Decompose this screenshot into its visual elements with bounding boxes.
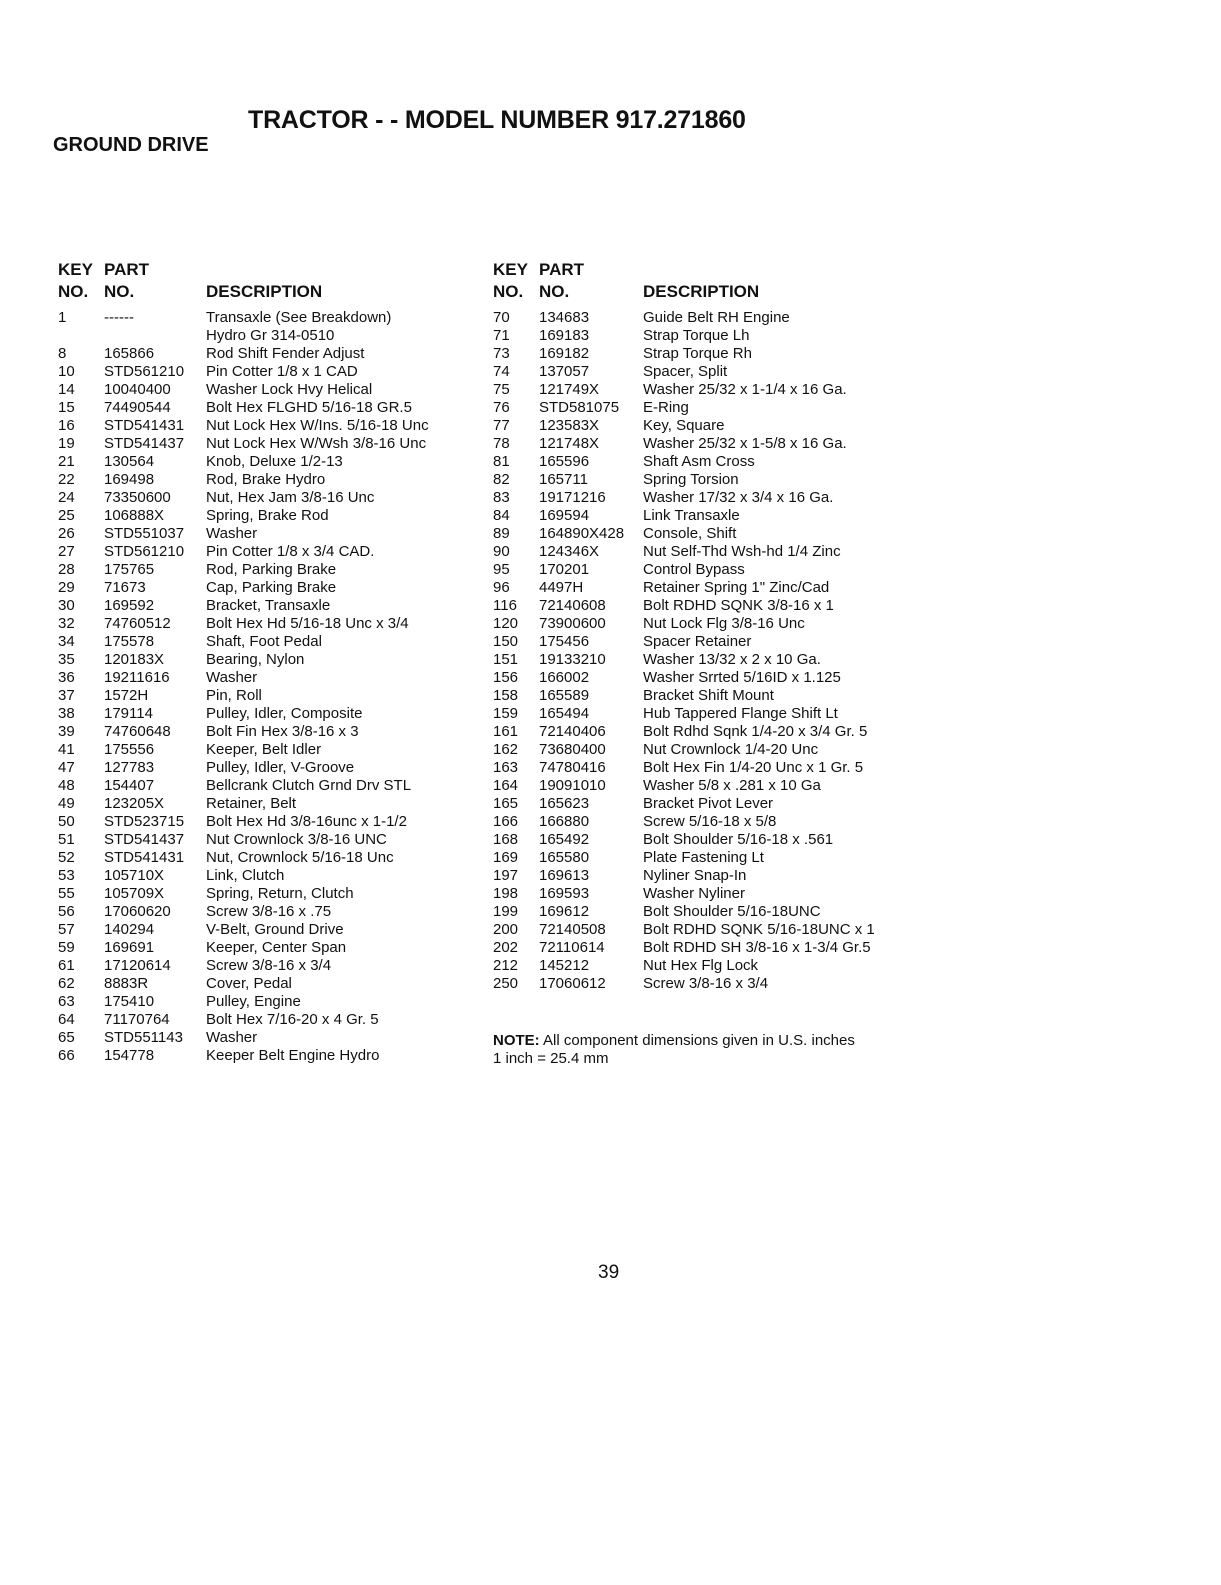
part-no: 169592 bbox=[104, 597, 155, 614]
description: Rod, Parking Brake bbox=[206, 561, 337, 578]
description: Bellcrank Clutch Grnd Drv STL bbox=[206, 777, 412, 794]
key-no: 32 bbox=[58, 615, 75, 632]
description: Bolt Shoulder 5/16-18UNC bbox=[643, 903, 821, 920]
header-key-1: KEY bbox=[58, 260, 93, 279]
description: Shaft Asm Cross bbox=[643, 453, 755, 470]
part-no: 17060620 bbox=[104, 903, 171, 920]
key-no: 30 bbox=[58, 597, 75, 614]
header-part-2: NO. bbox=[104, 282, 135, 301]
description: Bracket, Transaxle bbox=[206, 597, 331, 614]
part-no: 121749X bbox=[539, 381, 600, 398]
section-title: GROUND DRIVE bbox=[53, 134, 209, 156]
description: Bolt Hex Hd 3/8-16unc x 1-1/2 bbox=[206, 813, 407, 830]
description: Nyliner Snap-In bbox=[643, 867, 747, 884]
key-no: 8 bbox=[58, 345, 67, 362]
description: Plate Fastening Lt bbox=[643, 849, 764, 866]
part-no: 165596 bbox=[539, 453, 590, 470]
part-no: 74490544 bbox=[104, 399, 171, 416]
description: Console, Shift bbox=[643, 525, 737, 542]
description: Cover, Pedal bbox=[206, 975, 292, 992]
key-no: 250 bbox=[493, 975, 519, 992]
key-no: 37 bbox=[58, 687, 75, 704]
part-no: 137057 bbox=[539, 363, 590, 380]
key-no: 197 bbox=[493, 867, 519, 884]
part-no: STD581075 bbox=[539, 399, 620, 416]
key-no: 96 bbox=[493, 579, 510, 596]
key-no: 25 bbox=[58, 507, 75, 524]
key-no: 73 bbox=[493, 345, 510, 362]
description: Washer 17/32 x 3/4 x 16 Ga. bbox=[643, 489, 834, 506]
key-no: 120 bbox=[493, 615, 519, 632]
key-no: 57 bbox=[58, 921, 75, 938]
key-no: 1 bbox=[58, 309, 67, 326]
key-no: 10 bbox=[58, 363, 75, 380]
key-no: 212 bbox=[493, 957, 519, 974]
part-no: 10040400 bbox=[104, 381, 171, 398]
part-no: STD561210 bbox=[104, 363, 185, 380]
header-part-2: NO. bbox=[539, 282, 570, 301]
part-no: 169182 bbox=[539, 345, 590, 362]
part-no: 165623 bbox=[539, 795, 590, 812]
key-no: 49 bbox=[58, 795, 75, 812]
part-no: 71673 bbox=[104, 579, 146, 596]
description: Nut, Hex Jam 3/8-16 Unc bbox=[206, 489, 375, 506]
description: Bolt RDHD SH 3/8-16 x 1-3/4 Gr.5 bbox=[643, 939, 871, 956]
part-no: STD561210 bbox=[104, 543, 185, 560]
key-no: 56 bbox=[58, 903, 75, 920]
part-no: 73900600 bbox=[539, 615, 606, 632]
key-no: 38 bbox=[58, 705, 75, 722]
description: Washer 5/8 x .281 x 10 Ga bbox=[643, 777, 821, 794]
description: Bearing, Nylon bbox=[206, 651, 305, 668]
part-no: STD523715 bbox=[104, 813, 185, 830]
description: Hub Tappered Flange Shift Lt bbox=[643, 705, 838, 722]
part-no: 154778 bbox=[104, 1047, 155, 1064]
part-no: 175410 bbox=[104, 993, 155, 1010]
key-no: 47 bbox=[58, 759, 75, 776]
part-no: 4497H bbox=[539, 579, 584, 596]
part-no: 164890X428 bbox=[539, 525, 625, 542]
key-no: 41 bbox=[58, 741, 75, 758]
description: Nut Self-Thd Wsh-hd 1/4 Zinc bbox=[643, 543, 841, 560]
part-no: 165711 bbox=[539, 471, 588, 488]
key-no: 151 bbox=[493, 651, 519, 668]
part-no: 1572H bbox=[104, 687, 149, 704]
key-no: 90 bbox=[493, 543, 510, 560]
part-no: 175578 bbox=[104, 633, 155, 650]
key-no: 22 bbox=[58, 471, 75, 488]
key-no: 169 bbox=[493, 849, 519, 866]
description: Nut Crownlock 1/4-20 Unc bbox=[643, 741, 819, 758]
header-part-1: PART bbox=[104, 260, 150, 279]
key-no: 161 bbox=[493, 723, 519, 740]
note-text: All component dimensions given in U.S. inches bbox=[543, 1032, 855, 1049]
description: Washer 25/32 x 1-5/8 x 16 Ga. bbox=[643, 435, 847, 452]
key-no: 202 bbox=[493, 939, 519, 956]
part-no: 72140406 bbox=[539, 723, 606, 740]
part-no: 17120614 bbox=[104, 957, 171, 974]
description: Retainer, Belt bbox=[206, 795, 297, 812]
key-no: 59 bbox=[58, 939, 75, 956]
header-key-2: NO. bbox=[493, 282, 524, 301]
key-no: 66 bbox=[58, 1047, 75, 1064]
key-no: 28 bbox=[58, 561, 75, 578]
description: Pin Cotter 1/8 x 3/4 CAD. bbox=[206, 543, 375, 560]
description: Link, Clutch bbox=[206, 867, 285, 884]
description: E-Ring bbox=[643, 399, 689, 416]
key-no: 39 bbox=[58, 723, 75, 740]
part-no: 17060612 bbox=[539, 975, 606, 992]
key-no: 53 bbox=[58, 867, 75, 884]
page-number: 39 bbox=[598, 1262, 620, 1283]
key-no: 77 bbox=[493, 417, 510, 434]
part-no: 165492 bbox=[539, 831, 590, 848]
part-no: 74760512 bbox=[104, 615, 171, 632]
description: Nut, Crownlock 5/16-18 Unc bbox=[206, 849, 394, 866]
description: Spacer Retainer bbox=[643, 633, 752, 650]
description: Keeper Belt Engine Hydro bbox=[206, 1047, 380, 1064]
part-no: 123205X bbox=[104, 795, 165, 812]
description: Bracket Shift Mount bbox=[643, 687, 774, 704]
part-no: 130564 bbox=[104, 453, 155, 470]
note bbox=[493, 1032, 855, 1068]
description: Cap, Parking Brake bbox=[206, 579, 337, 596]
description: Washer Lock Hvy Helical bbox=[206, 381, 373, 398]
description: Knob, Deluxe 1/2-13 bbox=[206, 453, 343, 470]
part-no: 134683 bbox=[539, 309, 590, 326]
part-no: 19211616 bbox=[104, 669, 170, 686]
key-no: 74 bbox=[493, 363, 510, 380]
part-no: STD541431 bbox=[104, 417, 185, 434]
key-no: 116 bbox=[493, 597, 517, 614]
description: Washer bbox=[206, 669, 258, 686]
key-no: 71 bbox=[493, 327, 510, 344]
key-no: 78 bbox=[493, 435, 510, 452]
key-no: 200 bbox=[493, 921, 519, 938]
description: Washer bbox=[206, 525, 258, 542]
key-no: 35 bbox=[58, 651, 75, 668]
key-no: 21 bbox=[58, 453, 75, 470]
part-no: 145212 bbox=[539, 957, 590, 974]
part-no: 127783 bbox=[104, 759, 155, 776]
part-no: 19091010 bbox=[539, 777, 606, 794]
key-no: 29 bbox=[58, 579, 75, 596]
part-no: 165580 bbox=[539, 849, 590, 866]
part-no: 169498 bbox=[104, 471, 155, 488]
key-no: 199 bbox=[493, 903, 519, 920]
header-part-1: PART bbox=[539, 260, 585, 279]
description: Nut Lock Flg 3/8-16 Unc bbox=[643, 615, 805, 632]
key-no: 83 bbox=[493, 489, 510, 506]
part-no: 73350600 bbox=[104, 489, 171, 506]
key-no: 89 bbox=[493, 525, 510, 542]
description: Pulley, Idler, Composite bbox=[206, 705, 363, 722]
description: Guide Belt RH Engine bbox=[643, 309, 790, 326]
page-title: TRACTOR - - MODEL NUMBER 917.271860 bbox=[248, 106, 746, 134]
description: Pin Cotter 1/8 x 1 CAD bbox=[206, 363, 358, 380]
part-no: 154407 bbox=[104, 777, 155, 794]
part-no: 19171216 bbox=[539, 489, 606, 506]
description: Bolt Shoulder 5/16-18 x .561 bbox=[643, 831, 834, 848]
part-no: 120183X bbox=[104, 651, 165, 668]
description: Bolt Hex Fin 1/4-20 Unc x 1 Gr. 5 bbox=[643, 759, 864, 776]
key-no: 164 bbox=[493, 777, 519, 794]
key-no: 15 bbox=[58, 399, 75, 416]
note-label: NOTE: bbox=[493, 1032, 540, 1049]
key-no: 95 bbox=[493, 561, 510, 578]
part-no: 72140608 bbox=[539, 597, 606, 614]
description: Transaxle (See Breakdown) bbox=[206, 309, 392, 326]
description: V-Belt, Ground Drive bbox=[206, 921, 344, 938]
part-no: 175556 bbox=[104, 741, 155, 758]
key-no: 61 bbox=[58, 957, 75, 974]
part-no: 123583X bbox=[539, 417, 600, 434]
part-no: 165494 bbox=[539, 705, 590, 722]
key-no: 84 bbox=[493, 507, 510, 524]
description: Screw 3/8-16 x .75 bbox=[206, 903, 332, 920]
key-no: 14 bbox=[58, 381, 75, 398]
key-no: 81 bbox=[493, 453, 510, 470]
key-no: 34 bbox=[58, 633, 75, 650]
header-key-2: NO. bbox=[58, 282, 89, 301]
key-no: 63 bbox=[58, 993, 75, 1010]
part-no: 72110614 bbox=[539, 939, 605, 956]
description: Washer 13/32 x 2 x 10 Ga. bbox=[643, 651, 821, 668]
description: Pulley, Engine bbox=[206, 993, 301, 1010]
part-no: 105709X bbox=[104, 885, 165, 902]
description: Nut Lock Hex W/Ins. 5/16-18 Unc bbox=[206, 417, 429, 434]
key-no: 156 bbox=[493, 669, 519, 686]
description: Nut Hex Flg Lock bbox=[643, 957, 759, 974]
key-no: 55 bbox=[58, 885, 75, 902]
key-no: 51 bbox=[58, 831, 75, 848]
key-no: 36 bbox=[58, 669, 75, 686]
key-no: 65 bbox=[58, 1029, 75, 1046]
note-conversion: 1 inch = 25.4 mm bbox=[493, 1050, 609, 1067]
part-no: 165589 bbox=[539, 687, 590, 704]
key-no: 70 bbox=[493, 309, 510, 326]
part-no: ------ bbox=[104, 309, 134, 326]
description: Bolt Hex FLGHD 5/16-18 GR.5 bbox=[206, 399, 412, 416]
part-no: 175765 bbox=[104, 561, 155, 578]
description: Rod, Brake Hydro bbox=[206, 471, 326, 488]
description: Screw 3/8-16 x 3/4 bbox=[206, 957, 332, 974]
key-no: 26 bbox=[58, 525, 75, 542]
description: Bolt Hex 7/16-20 x 4 Gr. 5 bbox=[206, 1011, 379, 1028]
description: Rod Shift Fender Adjust bbox=[206, 345, 365, 362]
description: Bolt Fin Hex 3/8-16 x 3 bbox=[206, 723, 359, 740]
description: Bolt Hex Hd 5/16-18 Unc x 3/4 bbox=[206, 615, 409, 632]
description: Key, Square bbox=[643, 417, 725, 434]
description: Bolt Rdhd Sqnk 1/4-20 x 3/4 Gr. 5 bbox=[643, 723, 868, 740]
description: Bolt RDHD SQNK 3/8-16 x 1 bbox=[643, 597, 834, 614]
description: Pulley, Idler, V-Groove bbox=[206, 759, 355, 776]
description: Screw 3/8-16 x 3/4 bbox=[643, 975, 769, 992]
part-no: 140294 bbox=[104, 921, 155, 938]
description: Pin, Roll bbox=[206, 687, 262, 704]
part-no: 179114 bbox=[104, 705, 153, 722]
header-description: DESCRIPTION bbox=[206, 282, 323, 301]
part-no: 169613 bbox=[539, 867, 590, 884]
part-no: 72140508 bbox=[539, 921, 606, 938]
part-no: 169183 bbox=[539, 327, 590, 344]
key-no: 163 bbox=[493, 759, 519, 776]
key-no: 27 bbox=[58, 543, 75, 560]
part-no: 169594 bbox=[539, 507, 590, 524]
description: Spacer, Split bbox=[643, 363, 728, 380]
description: Shaft, Foot Pedal bbox=[206, 633, 322, 650]
description: Strap Torque Rh bbox=[643, 345, 752, 362]
part-no: 169612 bbox=[539, 903, 590, 920]
description: Washer 25/32 x 1-1/4 x 16 Ga. bbox=[643, 381, 847, 398]
part-no: 166880 bbox=[539, 813, 590, 830]
key-no: 150 bbox=[493, 633, 519, 650]
header-description: DESCRIPTION bbox=[643, 282, 760, 301]
key-no: 52 bbox=[58, 849, 75, 866]
key-no: 76 bbox=[493, 399, 510, 416]
description: Strap Torque Lh bbox=[643, 327, 750, 344]
part-no: 175456 bbox=[539, 633, 590, 650]
description: Screw 5/16-18 x 5/8 bbox=[643, 813, 777, 830]
description: Retainer Spring 1" Zinc/Cad bbox=[643, 579, 830, 596]
part-no: 106888X bbox=[104, 507, 165, 524]
description: Nut Lock Hex W/Wsh 3/8-16 Unc bbox=[206, 435, 427, 452]
part-no: 169593 bbox=[539, 885, 590, 902]
part-no: 165866 bbox=[104, 345, 155, 362]
part-no: 121748X bbox=[539, 435, 600, 452]
key-no: 75 bbox=[493, 381, 510, 398]
header-key-1: KEY bbox=[493, 260, 528, 279]
description: Bracket Pivot Lever bbox=[643, 795, 774, 812]
part-no: 169691 bbox=[104, 939, 155, 956]
description: Link Transaxle bbox=[643, 507, 740, 524]
part-no: 8883R bbox=[104, 975, 149, 992]
key-no: 24 bbox=[58, 489, 75, 506]
key-no: 198 bbox=[493, 885, 519, 902]
key-no: 48 bbox=[58, 777, 75, 794]
description: Keeper, Center Span bbox=[206, 939, 347, 956]
part-no: STD541437 bbox=[104, 831, 185, 848]
key-no: 50 bbox=[58, 813, 75, 830]
key-no: 16 bbox=[58, 417, 75, 434]
description: Bolt RDHD SQNK 5/16-18UNC x 1 bbox=[643, 921, 875, 938]
part-no: 74760648 bbox=[104, 723, 171, 740]
key-no: 64 bbox=[58, 1011, 75, 1028]
description: Spring Torsion bbox=[643, 471, 739, 488]
key-no: 162 bbox=[493, 741, 519, 758]
description: Washer Nyliner bbox=[643, 885, 745, 902]
part-no: 74780416 bbox=[539, 759, 606, 776]
part-no: STD551037 bbox=[104, 525, 185, 542]
part-no: 166002 bbox=[539, 669, 590, 686]
part-no: 105710X bbox=[104, 867, 165, 884]
key-no: 166 bbox=[493, 813, 519, 830]
description: Nut Crownlock 3/8-16 UNC bbox=[206, 831, 387, 848]
part-no: 19133210 bbox=[539, 651, 606, 668]
key-no: 19 bbox=[58, 435, 75, 452]
description: Keeper, Belt Idler bbox=[206, 741, 322, 758]
part-no: 124346X bbox=[539, 543, 600, 560]
key-no: 62 bbox=[58, 975, 75, 992]
part-no: 73680400 bbox=[539, 741, 606, 758]
description: Hydro Gr 314-0510 bbox=[206, 327, 335, 344]
key-no: 168 bbox=[493, 831, 519, 848]
key-no: 165 bbox=[493, 795, 519, 812]
part-no: STD551143 bbox=[104, 1029, 183, 1046]
part-no: 71170764 bbox=[104, 1011, 170, 1028]
description: Washer bbox=[206, 1029, 258, 1046]
part-no: STD541431 bbox=[104, 849, 185, 866]
key-no: 82 bbox=[493, 471, 510, 488]
description: Spring, Brake Rod bbox=[206, 507, 329, 524]
part-no: STD541437 bbox=[104, 435, 185, 452]
key-no: 159 bbox=[493, 705, 519, 722]
description: Washer Srrted 5/16ID x 1.125 bbox=[643, 669, 841, 686]
key-no: 158 bbox=[493, 687, 519, 704]
description: Spring, Return, Clutch bbox=[206, 885, 354, 902]
description: Control Bypass bbox=[643, 561, 745, 578]
part-no: 170201 bbox=[539, 561, 590, 578]
